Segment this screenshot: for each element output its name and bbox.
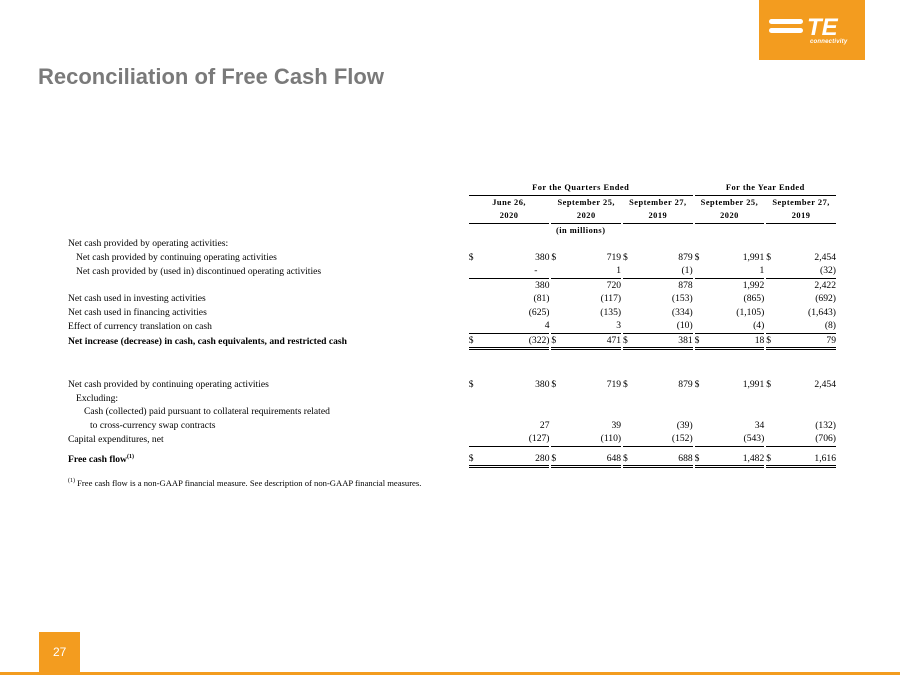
row-label: Free cash flow <box>68 454 127 466</box>
footnote-text: Free cash flow is a non-GAAP financial measure. See description of non-GAAP financial measures. <box>77 478 422 488</box>
col-header-year: 2020 <box>551 209 621 223</box>
table-row <box>68 446 836 467</box>
currency-symbol: $ <box>694 251 700 263</box>
currency-symbol: $ <box>695 446 705 467</box>
table-row <box>68 278 836 292</box>
value-cell: 878 <box>678 279 693 291</box>
page-number-box <box>39 632 80 673</box>
value-cell: 720 <box>606 279 622 291</box>
footnote <box>68 478 421 488</box>
currency-symbol: $ <box>551 251 557 263</box>
free-cash-flow-label <box>68 446 469 467</box>
value-cell: (692) <box>815 293 836 304</box>
value-cell: 879 <box>678 379 693 390</box>
header-date-row <box>68 195 836 209</box>
value-cell: (625) <box>528 306 550 318</box>
footnote-marker: (1) <box>126 454 134 460</box>
value-cell: (81) <box>533 293 550 304</box>
value-cell: 719 <box>606 251 622 263</box>
te-logo-icon <box>767 13 859 39</box>
units-label: (in millions) <box>555 225 606 235</box>
value-cell: 1,616 <box>776 446 836 467</box>
table-row <box>68 405 836 419</box>
value-cell: (152) <box>633 432 693 446</box>
value-cell: (132) <box>815 419 836 431</box>
row-label: Net increase (decrease) in cash, cash equivalents, and restricted cash <box>68 336 347 347</box>
value-cell: (706) <box>776 432 836 446</box>
value-cell: 471 <box>561 333 621 349</box>
row-label: Net cash provided by continuing operating activities <box>76 251 277 263</box>
currency-symbol: $ <box>469 446 479 467</box>
value-cell: 1,992 <box>742 279 765 291</box>
table-row <box>68 392 836 406</box>
currency-symbol: $ <box>551 333 561 349</box>
value-cell: 688 <box>633 446 693 467</box>
currency-symbol: $ <box>551 379 557 390</box>
value-cell: 1,991 <box>742 251 765 263</box>
currency-symbol: $ <box>623 251 628 263</box>
col-header-year: 2019 <box>623 209 693 223</box>
col-header-year: 2020 <box>695 209 765 223</box>
row-label: Excluding: <box>76 392 119 404</box>
currency-symbol: $ <box>623 379 628 390</box>
svg-text:TE: TE <box>807 14 838 39</box>
row-label: Net cash provided by continuing operating activities <box>68 379 269 390</box>
row-label: Capital expenditures, net <box>68 433 164 445</box>
header-units-row <box>68 223 836 237</box>
year-group-header: For the Year Ended <box>695 181 836 195</box>
te-connectivity-logo <box>759 0 865 60</box>
value-cell: (334) <box>671 306 693 318</box>
col-header-date: September 25, <box>557 197 616 207</box>
value-cell: 648 <box>561 446 621 467</box>
col-header-date: September 25, <box>700 197 759 207</box>
value-cell: (153) <box>671 293 693 304</box>
table-row <box>68 378 836 392</box>
currency-symbol: $ <box>695 333 705 349</box>
value-cell: 380 <box>535 251 550 263</box>
currency-symbol: $ <box>551 446 561 467</box>
value-cell: (32) <box>776 264 836 278</box>
value-cell: 1 <box>705 264 765 278</box>
table-row <box>68 237 836 251</box>
row-label: Net cash provided by (used in) discontinued operating activities <box>76 265 322 277</box>
value-cell: (865) <box>743 293 765 304</box>
row-label: Net cash provided by operating activities: <box>68 238 229 249</box>
cash-flow-table <box>68 181 836 468</box>
value-cell: (1,105) <box>736 306 765 318</box>
col-header-date: September 27, <box>772 197 830 207</box>
col-header-date: September 27, <box>629 197 687 207</box>
col-header-year: 2019 <box>766 209 836 223</box>
value-cell: 39 <box>611 419 622 431</box>
currency-symbol: $ <box>469 333 479 349</box>
row-label: Effect of currency translation on cash <box>68 320 212 332</box>
header-year-row <box>68 209 836 223</box>
value-cell: - <box>479 264 550 278</box>
currency-symbol: $ <box>468 251 474 263</box>
currency-symbol: $ <box>623 446 633 467</box>
value-cell: (127) <box>479 432 550 446</box>
value-cell: 280 <box>479 446 550 467</box>
table-row <box>68 432 836 446</box>
row-label: Net cash used in investing activities <box>68 293 206 304</box>
row-label: to cross-currency swap contracts <box>90 419 216 431</box>
table-row <box>68 306 836 320</box>
table-row <box>68 333 836 349</box>
currency-symbol: $ <box>623 333 633 349</box>
currency-symbol: $ <box>766 251 772 263</box>
value-cell: (110) <box>561 432 621 446</box>
value-cell: 719 <box>606 379 622 390</box>
table-row <box>68 419 836 433</box>
table-row <box>68 319 836 333</box>
row-label: Net cash used in financing activities <box>68 306 207 318</box>
value-cell: (135) <box>600 306 622 318</box>
value-cell: (10) <box>633 319 693 333</box>
value-cell: 380 <box>535 379 550 390</box>
value-cell: 380 <box>535 279 550 291</box>
spacer-row <box>68 349 836 379</box>
currency-symbol: $ <box>766 446 776 467</box>
header-group-row <box>68 181 836 195</box>
value-cell: 3 <box>561 319 621 333</box>
value-cell: (39) <box>676 419 693 431</box>
footnote-marker: (1) <box>68 478 75 485</box>
value-cell: (4) <box>705 319 765 333</box>
value-cell: 879 <box>678 251 693 263</box>
page-title: Reconciliation of Free Cash Flow <box>38 64 384 89</box>
value-cell: 79 <box>776 333 836 349</box>
col-header-year: 2020 <box>469 209 550 223</box>
value-cell: 1,482 <box>705 446 765 467</box>
currency-symbol: $ <box>694 379 700 390</box>
value-cell: 2,422 <box>814 279 836 291</box>
value-cell: 4 <box>479 319 550 333</box>
value-cell: (8) <box>776 319 836 333</box>
col-header-date: June 26, <box>492 197 527 207</box>
value-cell: 381 <box>633 333 693 349</box>
value-cell: 18 <box>705 333 765 349</box>
value-cell: (1) <box>633 264 693 278</box>
page-number: 27 <box>53 645 67 659</box>
currency-symbol: $ <box>766 379 772 390</box>
currency-symbol: $ <box>468 379 474 390</box>
row-label: Cash (collected) paid pursuant to collateral requirements related <box>84 406 330 417</box>
value-cell: 34 <box>754 419 765 431</box>
value-cell: 27 <box>539 419 550 431</box>
currency-symbol: $ <box>766 333 776 349</box>
value-cell: (117) <box>600 293 622 304</box>
value-cell: (543) <box>705 432 765 446</box>
value-cell: 1 <box>561 264 621 278</box>
logo-subtext: connectivity <box>810 39 848 45</box>
value-cell: 2,454 <box>814 379 836 390</box>
value-cell: 1,991 <box>742 379 765 390</box>
value-cell: (1,643) <box>808 306 836 318</box>
quarters-group-header: For the Quarters Ended <box>469 181 693 195</box>
value-cell: (322) <box>479 333 550 349</box>
table-row <box>68 251 836 265</box>
table-row <box>68 264 836 278</box>
value-cell: 2,454 <box>814 251 836 263</box>
table-row <box>68 292 836 306</box>
